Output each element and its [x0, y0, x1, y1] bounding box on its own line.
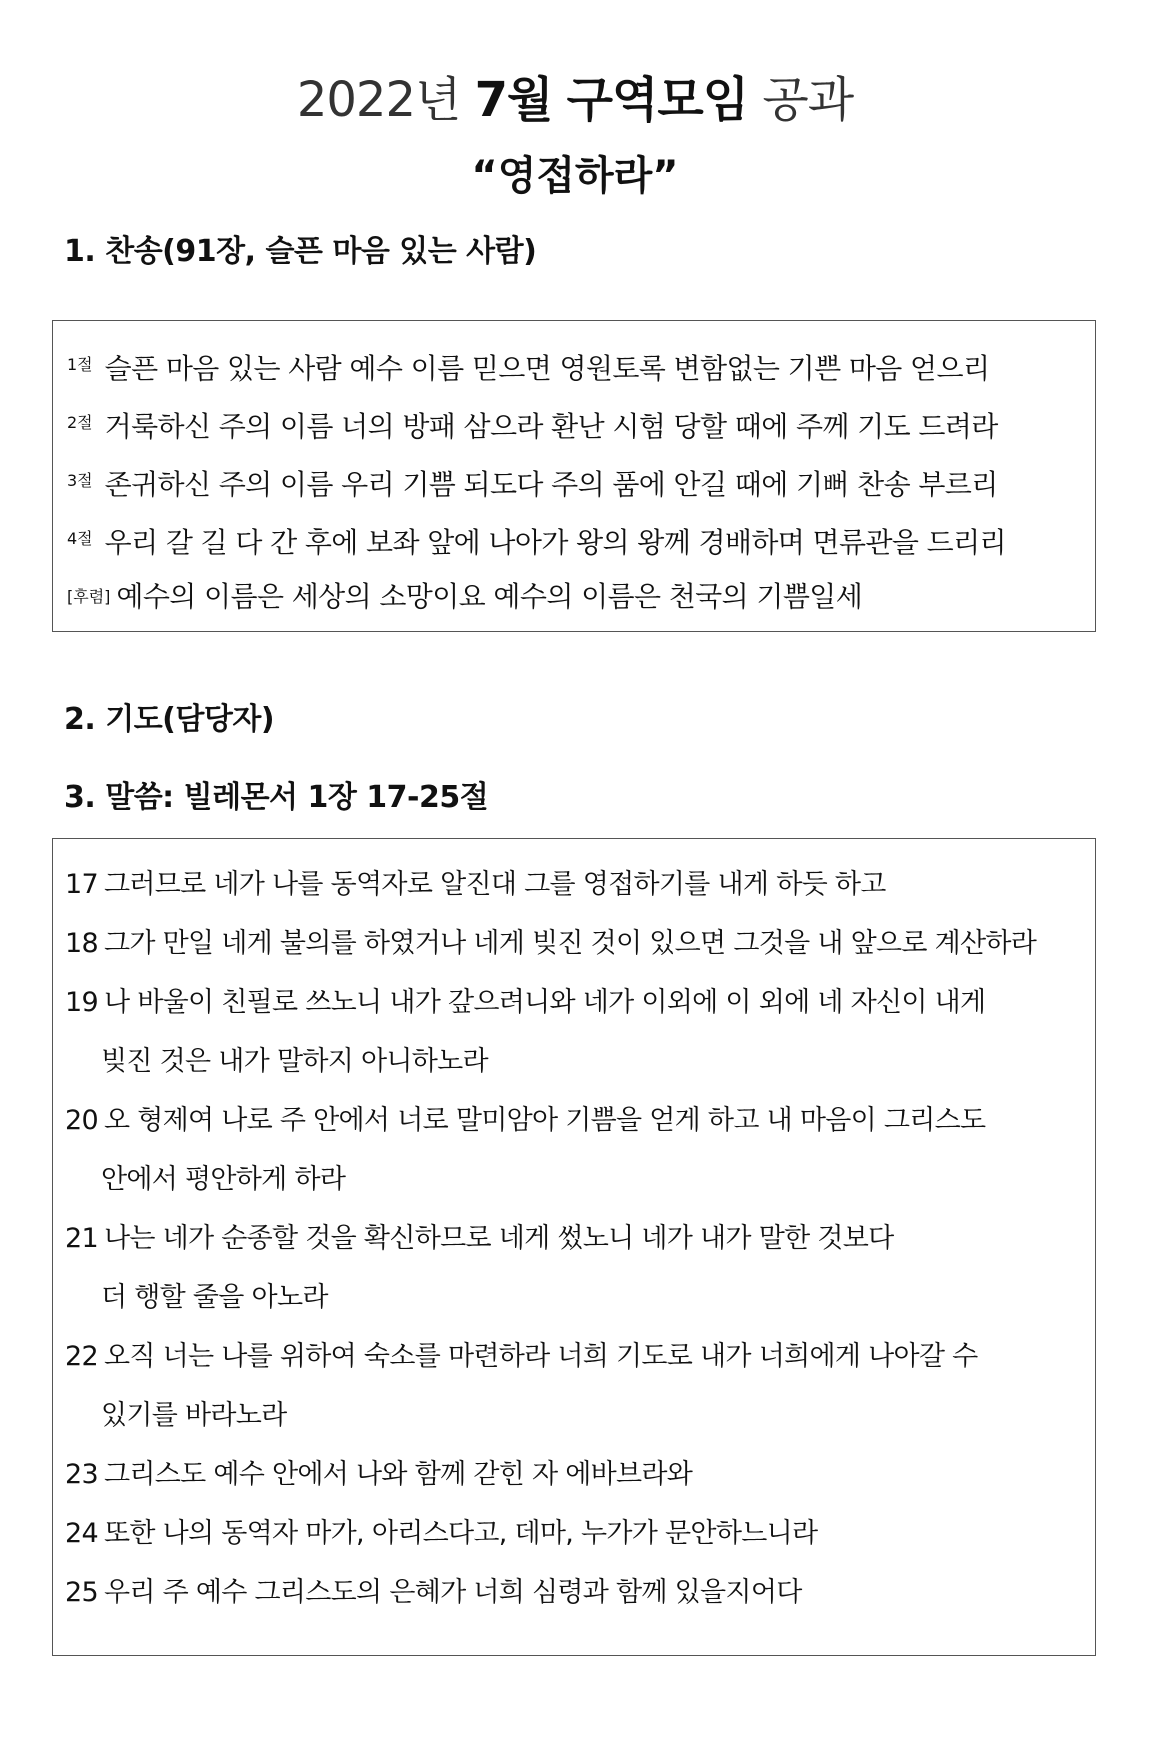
prayer-heading: 2. 기도(담당자) [64, 702, 275, 737]
scripture-verse-19 [65, 985, 985, 1021]
hymn-verse-4 [67, 521, 1006, 561]
title-lesson: 공과 [762, 72, 854, 128]
verse-text: 또한 나의 동역자 마가, 아리스다고, 데마, 누가가 문안하느니라 [103, 1518, 818, 1549]
hymn-verse-3 [67, 463, 998, 503]
verse-number: 18 [65, 928, 98, 959]
verse-text: 그러므로 네가 나를 동역자로 알진대 그를 영접하기를 내게 하듯 하고 [103, 869, 886, 900]
verse-continuation: 빚진 것은 내가 말하지 아니하노라 [101, 1046, 488, 1077]
title-meeting: 구역모임 [566, 72, 749, 128]
verse-number: 19 [65, 987, 98, 1018]
hymn-verse-label: 2절 [67, 413, 93, 432]
verse-text: 그가 만일 네게 불의를 하였거나 네게 빚진 것이 있으면 그것을 내 앞으로 계산하라 [103, 928, 1037, 959]
verse-text: 우리 주 예수 그리스도의 은혜가 너희 심령과 함께 있을지어다 [103, 1577, 802, 1608]
hymn-verse-label: 1절 [67, 355, 93, 374]
title-year: 2022년 [296, 72, 461, 128]
hymn-verse-1 [67, 347, 989, 387]
hymn-chorus-label: [후렴] [67, 587, 111, 606]
verse-text: 오 형제여 나로 주 안에서 너로 말미암아 기쁨을 얻게 하고 내 마음이 그리스도 [103, 1105, 986, 1136]
verse-number: 22 [65, 1341, 98, 1372]
verse-continuation: 더 행할 줄을 아노라 [101, 1282, 328, 1313]
hymn-verse-text: 존귀하신 주의 이름 우리 기쁨 되도다 주의 품에 안길 때에 기뻐 찬송 부르리 [104, 468, 998, 501]
hymn-verse-text: 거룩하신 주의 이름 너의 방패 삼으라 환난 시험 당할 때에 주께 기도 드려라 [104, 410, 998, 443]
verse-number: 21 [65, 1223, 98, 1254]
hymn-verse-text: 우리 갈 길 다 간 후에 보좌 앞에 나아가 왕의 왕께 경배하며 면류관을 드리리 [104, 526, 1006, 559]
verse-text: 오직 너는 나를 위하여 숙소를 마련하라 너희 기도로 내가 너희에게 나아갈 수 [103, 1341, 978, 1372]
page-title [0, 70, 1150, 130]
hymn-verse-label: 4절 [67, 529, 93, 548]
hymn-chorus-text: 예수의 이름은 세상의 소망이요 예수의 이름은 천국의 기쁨일세 [116, 580, 863, 613]
scripture-verse-22 [65, 1339, 978, 1375]
verse-continuation: 있기를 바라노라 [101, 1400, 287, 1431]
verse-text: 그리스도 예수 안에서 나와 함께 갇힌 자 에바브라와 [103, 1459, 693, 1490]
verse-number: 24 [65, 1518, 98, 1549]
verse-text: 나 바울이 친필로 쓰노니 내가 갚으려니와 네가 이외에 이 외에 네 자신이 내게 [103, 987, 986, 1018]
verse-number: 25 [65, 1577, 98, 1608]
verse-number: 23 [65, 1459, 98, 1490]
hymn-heading: 1. 찬송(91장, 슬픈 마음 있는 사람) [64, 234, 537, 269]
scripture-verse-21 [65, 1221, 894, 1257]
scripture-verse-23 [65, 1457, 692, 1493]
verse-number: 17 [65, 869, 98, 900]
hymn-box [52, 320, 1096, 632]
theme-title: “영접하라” [471, 153, 679, 199]
scripture-verse-20 [65, 1103, 985, 1139]
scripture-verse-17 [65, 867, 886, 903]
scripture-verse-18 [65, 926, 1036, 962]
hymn-verse-2 [67, 405, 998, 445]
verse-number: 20 [65, 1105, 98, 1136]
hymn-verse-label: 3절 [67, 471, 93, 490]
verse-text: 나는 네가 순종할 것을 확신하므로 네게 썼노니 네가 내가 말한 것보다 [103, 1223, 894, 1254]
scripture-box [52, 838, 1096, 1656]
scripture-verse-25 [65, 1575, 802, 1611]
hymn-verse-text: 슬픈 마음 있는 사람 예수 이름 믿으면 영원토록 변함없는 기쁜 마음 얻으리 [104, 352, 990, 385]
scripture-heading: 3. 말씀: 빌레몬서 1장 17-25절 [64, 780, 489, 815]
hymn-chorus [67, 579, 862, 615]
verse-continuation: 안에서 평안하게 하라 [101, 1164, 346, 1195]
scripture-verse-24 [65, 1516, 817, 1552]
title-month: 7월 [474, 72, 553, 128]
